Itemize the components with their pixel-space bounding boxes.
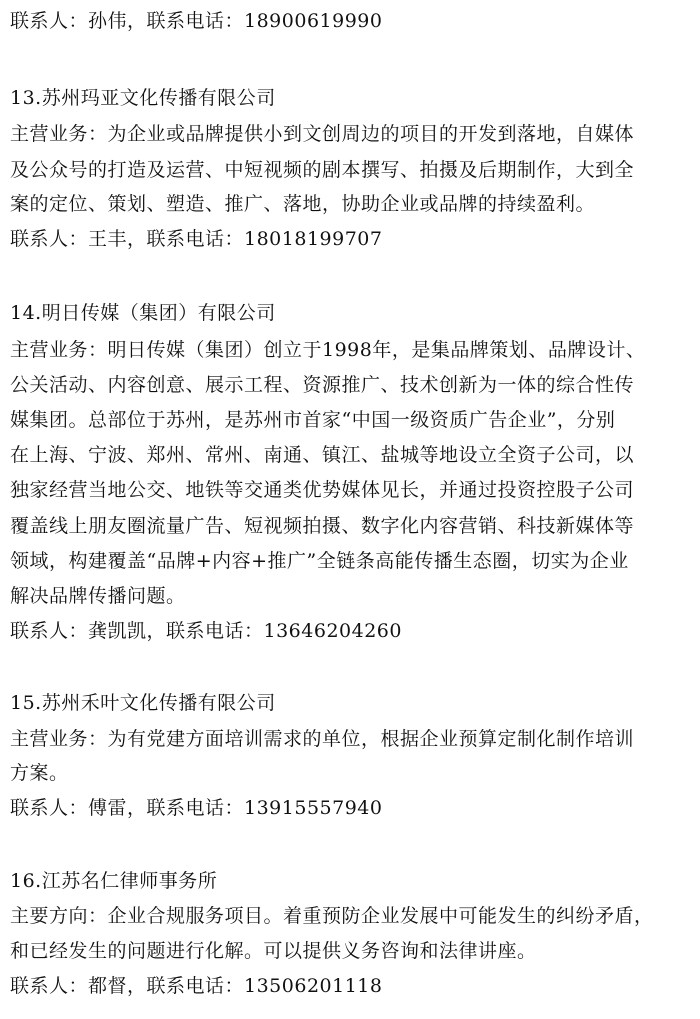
description-line: 在上海、宁波、郑州、常州、南通、镇江、盐城等地设立全资子公司，以 xyxy=(10,444,635,466)
contact-line: 联系人：王丰，联系电话：18018199707 xyxy=(10,228,383,250)
contact-line: 联系人：傅雷，联系电话：13915557940 xyxy=(10,797,383,819)
description-line: 案的定位、策划、塑造、推广、落地，协助企业或品牌的持续盈利。 xyxy=(10,193,596,215)
contact-line: 联系人：都督，联系电话：13506201118 xyxy=(10,975,383,997)
description-line: 和已经发生的问题进行化解。可以提供义务咨询和法律讲座。 xyxy=(10,940,537,962)
description-line: 解决品牌传播问题。 xyxy=(10,585,186,607)
description-line: 覆盖线上朋友圈流量广告、短视频拍摄、数字化内容营销、科技新媒体等 xyxy=(10,515,635,537)
description-line: 独家经营当地公交、地铁等交通类优势媒体见长，并通过投资控股子公司 xyxy=(10,479,635,501)
company-title: 13.苏州玛亚文化传播有限公司 xyxy=(10,87,276,109)
description-line: 方案。 xyxy=(10,762,69,784)
description-line: 领域，构建覆盖“品牌+内容+推广”全链条高能传播生态圈，切实为企业 xyxy=(10,550,629,572)
contact-line: 联系人：龚凯凯，联系电话：13646204260 xyxy=(10,620,402,642)
description-line: 主要方向：企业合规服务项目。着重预防企业发展中可能发生的纠纷矛盾， xyxy=(10,905,654,927)
contact-line: 联系人：孙伟，联系电话：18900619990 xyxy=(10,10,383,32)
description-line: 公关活动、内容创意、展示工程、资源推广、技术创新为一体的综合性传 xyxy=(10,374,635,396)
description-line: 媒集团。总部位于苏州，是苏州市首家“中国一级资质广告企业”，分别 xyxy=(10,409,616,431)
company-title: 14.明日传媒（集团）有限公司 xyxy=(10,302,276,324)
company-title: 16.江苏名仁律师事务所 xyxy=(10,870,218,892)
description-line: 主营业务：为企业或品牌提供小到文创周边的项目的开发到落地，自媒体 xyxy=(10,123,635,145)
description-line: 主营业务：明日传媒（集团）创立于1998年，是集品牌策划、品牌设计、 xyxy=(10,339,646,361)
description-line: 及公众号的打造及运营、中短视频的剧本撰写、拍摄及后期制作，大到全 xyxy=(10,159,635,181)
company-title: 15.苏州禾叶文化传播有限公司 xyxy=(10,692,276,714)
description-line: 主营业务：为有党建方面培训需求的单位，根据企业预算定制化制作培训 xyxy=(10,728,635,750)
